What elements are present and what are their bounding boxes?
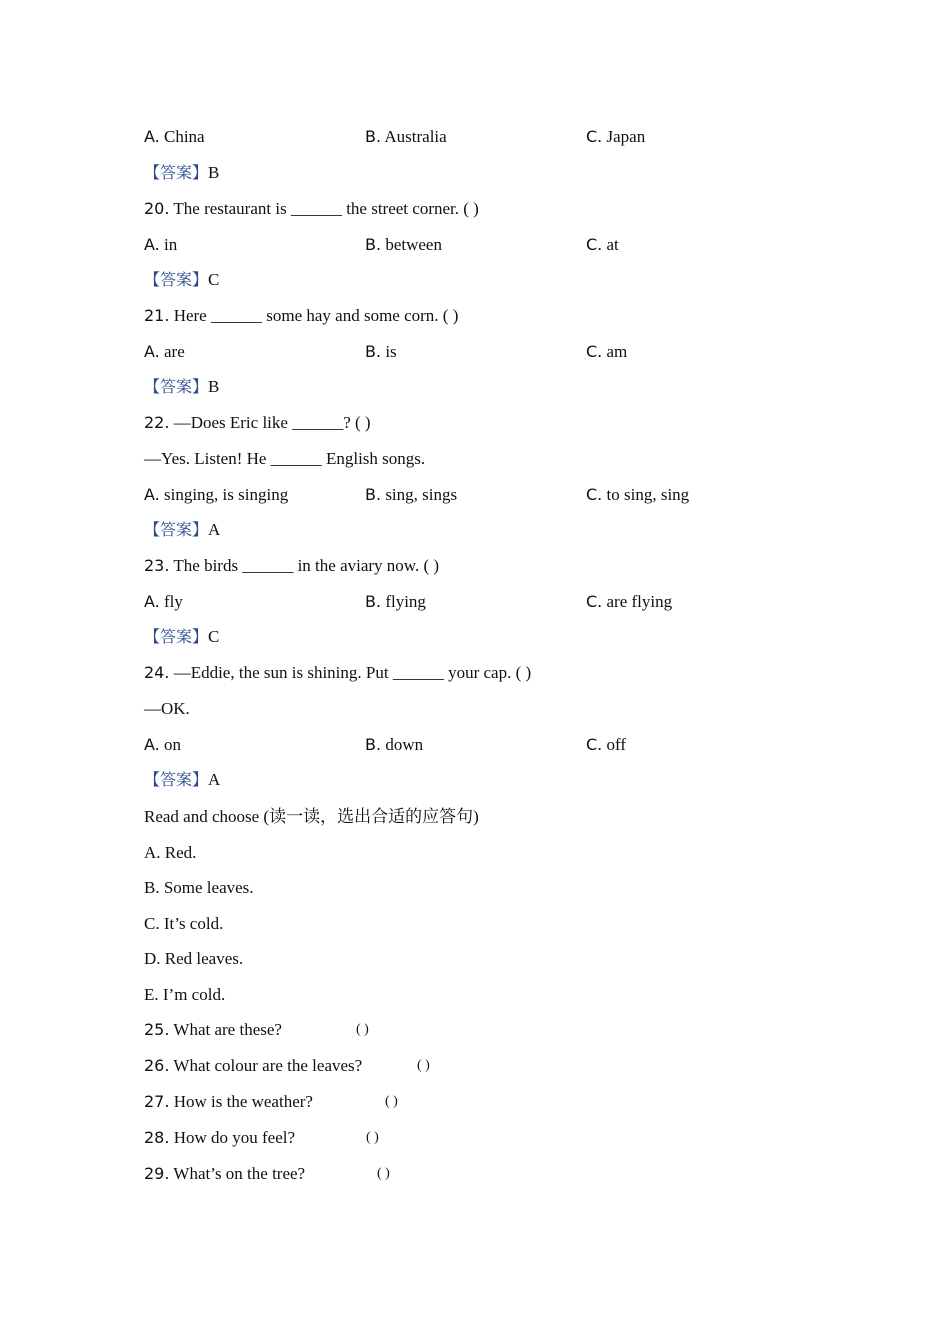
q23-options — [0, 591, 950, 613]
choice-d: D. Red leaves. — [144, 949, 244, 968]
option-b: B. between — [365, 235, 442, 254]
option-c: C. at — [586, 235, 619, 254]
option-b: B. is — [365, 342, 397, 361]
answer-22: 【答案】A — [144, 520, 221, 539]
choice-c: C. It’s cold. — [144, 914, 224, 933]
q19-options — [0, 126, 950, 148]
question-29: 29. What’s on the tree? — [144, 1164, 306, 1183]
choice-b: B. Some leaves. — [144, 878, 254, 897]
choice-a: A. Red. — [144, 843, 197, 862]
question-27: 27. How is the weather? — [144, 1092, 313, 1111]
option-b: B. Australia — [365, 127, 447, 146]
answer-20: 【答案】C — [144, 270, 220, 289]
option-a: A. fly — [144, 592, 183, 611]
question-28: 28. How do you feel? — [144, 1128, 296, 1147]
question-24-line2: —OK. — [144, 699, 190, 718]
q20-options — [0, 234, 950, 256]
section-title: Read and choose (读一读，选出合适的应答句) — [144, 807, 479, 826]
question-21: 21. Here ______ some hay and some corn. ( ) — [144, 306, 459, 325]
q21-options — [0, 341, 950, 363]
option-b: B. sing, sings — [365, 485, 458, 504]
question-22: 22. —Does Eric like ______? ( ) — [144, 413, 371, 432]
option-a: A. in — [144, 235, 178, 254]
option-b: B. flying — [365, 592, 426, 611]
option-c: C. off — [586, 735, 627, 754]
answer-blank-26: ( ) — [417, 1058, 430, 1073]
q24-options — [0, 734, 950, 756]
option-a: A. on — [144, 735, 181, 754]
answer-23: 【答案】C — [144, 627, 220, 646]
question-26: 26. What colour are the leaves? — [144, 1056, 363, 1075]
option-a: A. are — [144, 342, 185, 361]
option-c: C. am — [586, 342, 628, 361]
answer-19: 【答案】B — [144, 163, 220, 182]
option-c: C. Japan — [586, 127, 646, 146]
option-a: A. China — [144, 127, 205, 146]
question-20: 20. The restaurant is ______ the street corner. ( ) — [144, 199, 479, 218]
question-23: 23. The birds ______ in the aviary now. ( ) — [144, 556, 440, 575]
option-c: C. to sing, sing — [586, 485, 690, 504]
option-c: C. are flying — [586, 592, 673, 611]
answer-blank-28: ( ) — [366, 1130, 379, 1145]
answer-blank-25: ( ) — [356, 1022, 369, 1037]
option-a: A. singing, is singing — [144, 485, 289, 504]
answer-blank-29: ( ) — [377, 1166, 390, 1181]
option-b: B. down — [365, 735, 424, 754]
answer-21: 【答案】B — [144, 377, 220, 396]
answer-blank-27: ( ) — [385, 1094, 398, 1109]
question-24: 24. —Eddie, the sun is shining. Put ______ your cap. ( ) — [144, 663, 532, 682]
question-25: 25. What are these? — [144, 1020, 282, 1039]
question-22-line2: —Yes. Listen! He ______ English songs. — [144, 449, 426, 468]
answer-24: 【答案】A — [144, 770, 221, 789]
choice-e: E. I’m cold. — [144, 985, 226, 1004]
q22-options — [0, 484, 950, 506]
